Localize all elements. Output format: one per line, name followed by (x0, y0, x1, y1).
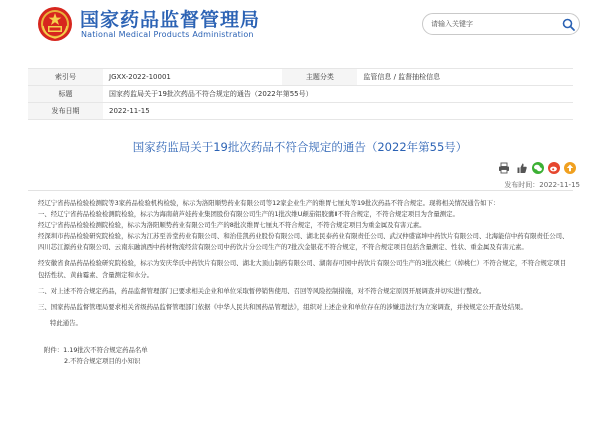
search-input[interactable] (431, 17, 549, 31)
paragraph-closing: 特此通告。 (50, 318, 82, 327)
divider (28, 190, 573, 191)
paragraph-5: 二、对上述不符合规定药品，药品监督管理部门已要求相关企业和单位采取暂停销售使用、召回等风险控制措施，对不符合规定原因开展调查并切实进行整改。 (38, 286, 486, 295)
attachment-link-1[interactable]: 1.19批次不符合规定药品名单 (63, 345, 148, 354)
info-row-date (28, 103, 573, 120)
attachments-list-2 (38, 356, 570, 367)
index-label: 索引号 (28, 69, 103, 86)
article-publish-time: 发布时间：2022-11-15 (504, 181, 580, 189)
attachment-link-2[interactable]: 2.不符合规定项目的小知识 (64, 357, 141, 366)
document-info-table (28, 68, 573, 120)
index-value: JGXX-2022-10001 (103, 69, 282, 86)
site-header (0, 0, 600, 58)
attachments-label: 附件： (44, 345, 64, 354)
print-icon[interactable] (498, 162, 510, 174)
paragraph-1: 一、经辽宁省药品检验检测院检验，标示为海南葫芦娃药业集团股份有限公司生产的1批次维U颠茄铝胶囊Ⅱ不符合规定，不符合规定项目为含量测定。 (38, 210, 459, 219)
attachments-list (38, 345, 570, 356)
search-icon[interactable] (561, 17, 576, 32)
title-label: 标题 (28, 86, 103, 103)
share-toolbar (478, 162, 578, 175)
title-value: 国家药监局关于19批次药品不符合规定的通告（2022年第55号） (103, 86, 573, 103)
paragraph-intro: 经辽宁省药品检验检测院等3家药品检验机构检验，标示为洛阳顺势药业有限公司等12家企业生产的维胃七厘丸等19批次药品不符合规定。现将相关情况通告如下： (38, 199, 500, 207)
site-name-chinese[interactable]: 国家药品监督管理局 (80, 9, 261, 31)
paragraph-6: 三、国家药品监督管理局要求相关省级药品监督管理部门依据《中华人民共和国药品管理法》，组织对上述企业和单位存在的涉嫌违法行为立案调查，并按规定公开查处结果。 (38, 302, 527, 311)
category-label: 主题分类 (282, 69, 357, 86)
info-row-title (28, 86, 573, 103)
article-body (38, 198, 570, 367)
category-value: 监管信息 / 监督抽检信息 (357, 69, 573, 86)
info-row-index (28, 69, 573, 86)
paragraph-2: 经辽宁省药品检验检测院检验，标示为洛阳顺势药业有限公司生产的8批次维胃七厘丸不符合规定，不符合规定项目为重金属及有害元素。 (38, 221, 426, 230)
share-icon[interactable] (564, 162, 576, 174)
weibo-icon[interactable] (548, 162, 560, 174)
publish-date-value: 2022-11-15 (103, 103, 573, 120)
search-box (422, 13, 580, 35)
article-title: 国家药监局关于19批次药品不符合规定的通告（2022年第55号） (132, 140, 468, 154)
national-emblem-icon[interactable] (37, 6, 73, 42)
paragraph-4: 经安徽省食品药品检验研究院检验，标示为安庆华氏中药饮片有限公司、湖北大顶山制药有限公司、湖南春可园中药饮片有限公司生产的3批次桃仁（焯桃仁）不符合规定，不符合规定项目包括性状、黄曲霉素、含量测定和水分。 (38, 259, 567, 279)
like-icon[interactable] (516, 162, 528, 174)
publish-date-label: 发布日期 (28, 103, 103, 120)
wechat-icon[interactable] (532, 162, 544, 174)
paragraph-3: 经深圳市药品检验研究院检验，标示为江苏至善堂药业有限公司、和治佳凯药业股份有限公司、湖北民泰药业有限责任公司、武汉仲盛富坤中药饮片有限公司、北海能信中药有限责任公司、四川芯江源药业有限公司、云南东融滇西中药材物流经营有限公司中药饮片分公司生产的7批次金银花不符合规定，不符合规定项目包括含量测定、性状、重金属及有害元素。 (38, 232, 569, 252)
site-name-english[interactable]: National Medical Products Administration (81, 30, 254, 39)
